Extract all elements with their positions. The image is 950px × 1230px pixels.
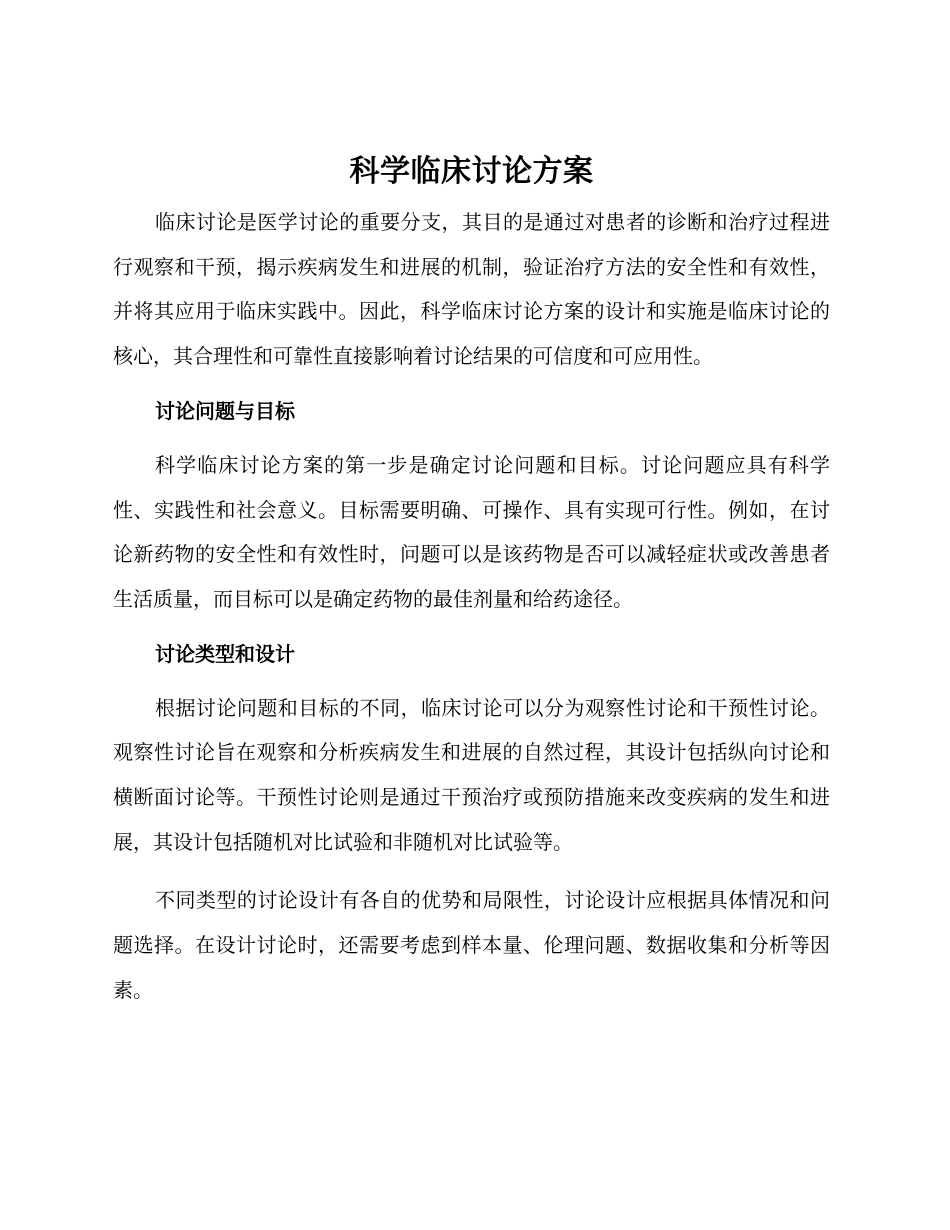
section-heading-questions-goals: 讨论问题与目标	[155, 398, 295, 423]
paragraph-questions-goals: 科学临床讨论方案的第一步是确定讨论问题和目标。讨论问题应具有科学性、实践性和社会意义。目标需要明确、可操作、具有实现可行性。例如，在讨论新药物的安全性和有效性时，问题可以是该药物是否可以减轻症状或改善患者生活质量，而目标可以是确定药物的最佳剂量和给药途径。	[113, 452, 830, 611]
intro-paragraph: 临床讨论是医学讨论的重要分支，其目的是通过对患者的诊断和治疗过程进行观察和干预，揭示疾病发生和进展的机制，验证治疗方法的安全性和有效性，并将其应用于临床实践中。因此，科学临床讨论方案的设计和实施是临床讨论的核心，其合理性和可靠性直接影响着讨论结果的可信度和可应用性。	[113, 210, 830, 369]
section-heading-types-design: 讨论类型和设计	[155, 641, 295, 666]
paragraph-design-considerations: 不同类型的讨论设计有各自的优势和局限性，讨论设计应根据具体情况和问题选择。在设计讨论时，还需要考虑到样本量、伦理问题、数据收集和分析等因素。	[113, 888, 830, 1002]
paragraph-types-design: 根据讨论问题和目标的不同，临床讨论可以分为观察性讨论和干预性讨论。观察性讨论旨在观察和分析疾病发生和进展的自然过程，其设计包括纵向讨论和横断面讨论等。干预性讨论则是通过干预治疗或预防措施来改变疾病的发生和进展，其设计包括随机对比试验和非随机对比试验等。	[113, 695, 830, 854]
document-title: 科学临床讨论方案	[349, 154, 594, 189]
